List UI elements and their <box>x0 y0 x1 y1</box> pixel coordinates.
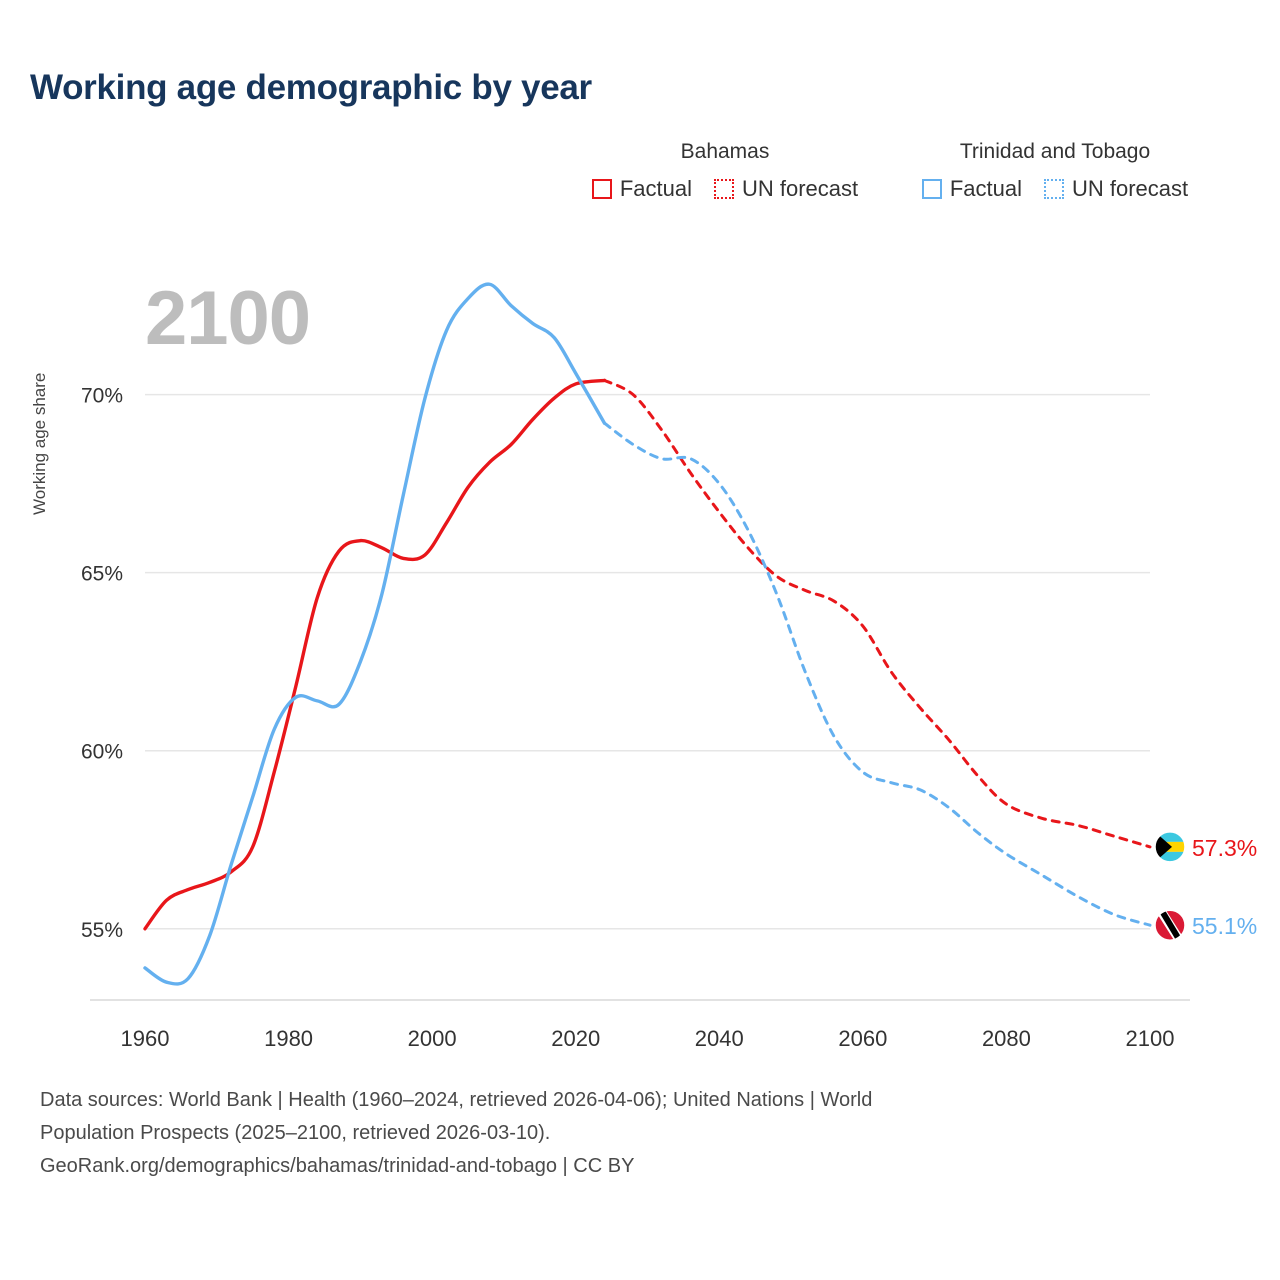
series-line <box>145 380 604 928</box>
legend-label-trinidad-forecast: UN forecast <box>1072 176 1189 201</box>
y-tick-label: 65% <box>80 562 123 586</box>
x-tick-label: 2080 <box>981 1026 1031 1051</box>
footer-line-1: Data sources: World Bank | Health (1960–2024, retrieved 2026-04-06); United Nations | World <box>40 1089 873 1111</box>
footer-notes <box>40 1085 1240 1184</box>
legend-swatch-dotted-red-icon <box>714 179 734 199</box>
legend-swatch-solid-blue-icon <box>922 179 942 199</box>
end-label-bahamas: 57.3% <box>1192 834 1258 861</box>
legend-item-trinidad-forecast[interactable] <box>1044 176 1188 202</box>
legend-item-bahamas-factual[interactable] <box>592 176 692 202</box>
footer-line-2: Population Prospects (2025–2100, retrieved 2026-03-10). <box>40 1122 551 1144</box>
legend-swatch-dotted-blue-icon <box>1044 179 1064 199</box>
legend-label-bahamas-forecast: UN forecast <box>742 176 859 201</box>
year-watermark: 2100 <box>145 276 311 361</box>
flag-bahamas-icon <box>1155 832 1185 862</box>
legend-group-trinidad <box>890 176 1220 202</box>
x-tick-label: 1960 <box>120 1026 170 1051</box>
end-label-trinidad: 55.1% <box>1192 913 1258 940</box>
legend-label-bahamas-factual: Factual <box>619 176 692 201</box>
legend-group-trinidad-title: Trinidad and Tobago <box>959 140 1151 163</box>
x-tick-label: 2040 <box>694 1026 744 1051</box>
y-tick-label: 70% <box>80 384 123 408</box>
x-tick-label: 1980 <box>264 1026 314 1051</box>
line-chart-svg <box>0 240 1280 1060</box>
legend-item-trinidad-factual[interactable] <box>922 176 1022 202</box>
y-tick-label: 60% <box>80 740 123 764</box>
chart-area <box>0 240 1280 1060</box>
y-tick-label: 55% <box>80 918 123 942</box>
legend-swatch-solid-red-icon <box>592 179 612 199</box>
footer-line-3: GeoRank.org/demographics/bahamas/trinidad-and-tobago | CC BY <box>40 1155 635 1177</box>
x-tick-label: 2060 <box>838 1026 888 1051</box>
page-title: Working age demographic by year <box>30 68 592 107</box>
y-axis-label: Working age share <box>30 372 49 515</box>
series-line <box>604 380 1150 846</box>
x-tick-label: 2020 <box>551 1026 601 1051</box>
legend-label-trinidad-factual: Factual <box>949 176 1022 201</box>
legend-item-bahamas-forecast[interactable] <box>714 176 858 202</box>
x-tick-label: 2100 <box>1125 1026 1175 1051</box>
flag-trinidad-and-tobago-icon <box>1155 910 1185 940</box>
x-tick-label: 2000 <box>407 1026 457 1051</box>
series-line <box>604 423 1150 925</box>
legend-group-bahamas <box>560 176 890 202</box>
legend-group-bahamas-title: Bahamas <box>680 140 770 163</box>
chart-legend <box>560 140 1260 202</box>
